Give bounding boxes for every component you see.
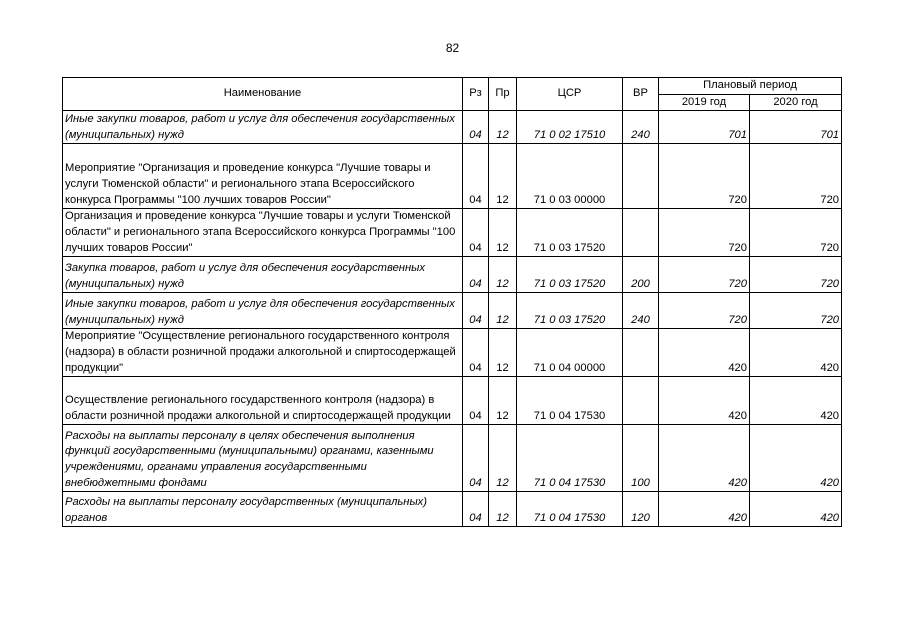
header-year-2020: 2020 год	[750, 94, 842, 111]
row-vr: 200	[623, 257, 659, 293]
row-name: Мероприятие "Осуществление регионального государственного контроля (надзора) в области розничной продажи алкогольной и спиртосодержащей продукции"	[63, 329, 463, 377]
row-pr: 12	[489, 329, 517, 377]
row-name: Расходы на выплаты персоналу государственных (муниципальных) органов	[63, 492, 463, 527]
header-year-2019: 2019 год	[659, 94, 750, 111]
row-pr: 12	[489, 111, 517, 144]
row-vr: 120	[623, 492, 659, 527]
row-rz: 04	[463, 144, 489, 209]
row-vr	[623, 377, 659, 425]
row-vr	[623, 144, 659, 209]
row-name: Иные закупки товаров, работ и услуг для обеспечения государственных (муниципальных) нужд	[63, 111, 463, 144]
row-2019: 420	[659, 329, 750, 377]
row-csr: 71 0 03 17520	[517, 209, 623, 257]
row-csr: 71 0 04 17530	[517, 492, 623, 527]
row-pr: 12	[489, 425, 517, 492]
table-row	[63, 425, 842, 492]
row-csr: 71 0 03 17520	[517, 293, 623, 329]
row-csr: 71 0 02 17510	[517, 111, 623, 144]
row-name: Осуществление регионального государственного контроля (надзора) в области розничной продажи алкогольной и спиртосодержащей продукции	[63, 377, 463, 425]
row-vr: 240	[623, 111, 659, 144]
row-rz: 04	[463, 111, 489, 144]
row-2020: 420	[750, 377, 842, 425]
row-2019: 420	[659, 425, 750, 492]
table-row	[63, 293, 842, 329]
row-rz: 04	[463, 492, 489, 527]
row-csr: 71 0 03 17520	[517, 257, 623, 293]
header-planned-period: Плановый период	[659, 78, 842, 95]
row-2020: 720	[750, 209, 842, 257]
row-2020: 420	[750, 425, 842, 492]
row-2019: 720	[659, 257, 750, 293]
row-vr	[623, 209, 659, 257]
row-name: Мероприятие "Организация и проведение конкурса "Лучшие товары и услуги Тюменской области" и регионального этапа Всероссийского конкурса Программы "100 лучших товаров России"	[63, 144, 463, 209]
row-pr: 12	[489, 293, 517, 329]
row-2019: 720	[659, 293, 750, 329]
row-name: Иные закупки товаров, работ и услуг для обеспечения государственных (муниципальных) нужд	[63, 293, 463, 329]
row-name: Расходы на выплаты персоналу в целях обеспечения выполнения функций государственными (муниципальными) органами, казенными учреждениями, органами управления государственными внебюджетными фондами	[63, 425, 463, 492]
row-rz: 04	[463, 377, 489, 425]
budget-table	[62, 77, 842, 527]
row-2019: 420	[659, 377, 750, 425]
row-pr: 12	[489, 257, 517, 293]
row-2019: 701	[659, 111, 750, 144]
header-pr: Пр	[489, 78, 517, 111]
row-rz: 04	[463, 257, 489, 293]
table-row	[63, 144, 842, 209]
table-row	[63, 257, 842, 293]
row-name: Организация и проведение конкурса "Лучшие товары и услуги Тюменской области" и регионального этапа Всероссийского конкурса Программы "100 лучших товаров России"	[63, 209, 463, 257]
row-vr: 240	[623, 293, 659, 329]
row-2019: 720	[659, 209, 750, 257]
row-csr: 71 0 03 00000	[517, 144, 623, 209]
page-number: 82	[445, 41, 460, 55]
table-row	[63, 377, 842, 425]
row-pr: 12	[489, 492, 517, 527]
row-csr: 71 0 04 17530	[517, 425, 623, 492]
header-csr: ЦСР	[517, 78, 623, 111]
table-row	[63, 492, 842, 527]
header-name: Наименование	[63, 78, 463, 111]
row-name: Закупка товаров, работ и услуг для обеспечения государственных (муниципальных) нужд	[63, 257, 463, 293]
row-2019: 720	[659, 144, 750, 209]
row-2020: 420	[750, 492, 842, 527]
row-pr: 12	[489, 209, 517, 257]
row-2020: 720	[750, 293, 842, 329]
row-2020: 720	[750, 257, 842, 293]
row-2020: 420	[750, 329, 842, 377]
row-rz: 04	[463, 293, 489, 329]
row-rz: 04	[463, 209, 489, 257]
row-2020: 720	[750, 144, 842, 209]
table-row	[63, 111, 842, 144]
header-vr: ВР	[623, 78, 659, 111]
row-vr: 100	[623, 425, 659, 492]
row-vr	[623, 329, 659, 377]
row-csr: 71 0 04 00000	[517, 329, 623, 377]
table-row	[63, 329, 842, 377]
row-rz: 04	[463, 425, 489, 492]
row-2019: 420	[659, 492, 750, 527]
row-2020: 701	[750, 111, 842, 144]
row-pr: 12	[489, 144, 517, 209]
row-pr: 12	[489, 377, 517, 425]
row-csr: 71 0 04 17530	[517, 377, 623, 425]
header-rz: Рз	[463, 78, 489, 111]
table-row	[63, 209, 842, 257]
row-rz: 04	[463, 329, 489, 377]
